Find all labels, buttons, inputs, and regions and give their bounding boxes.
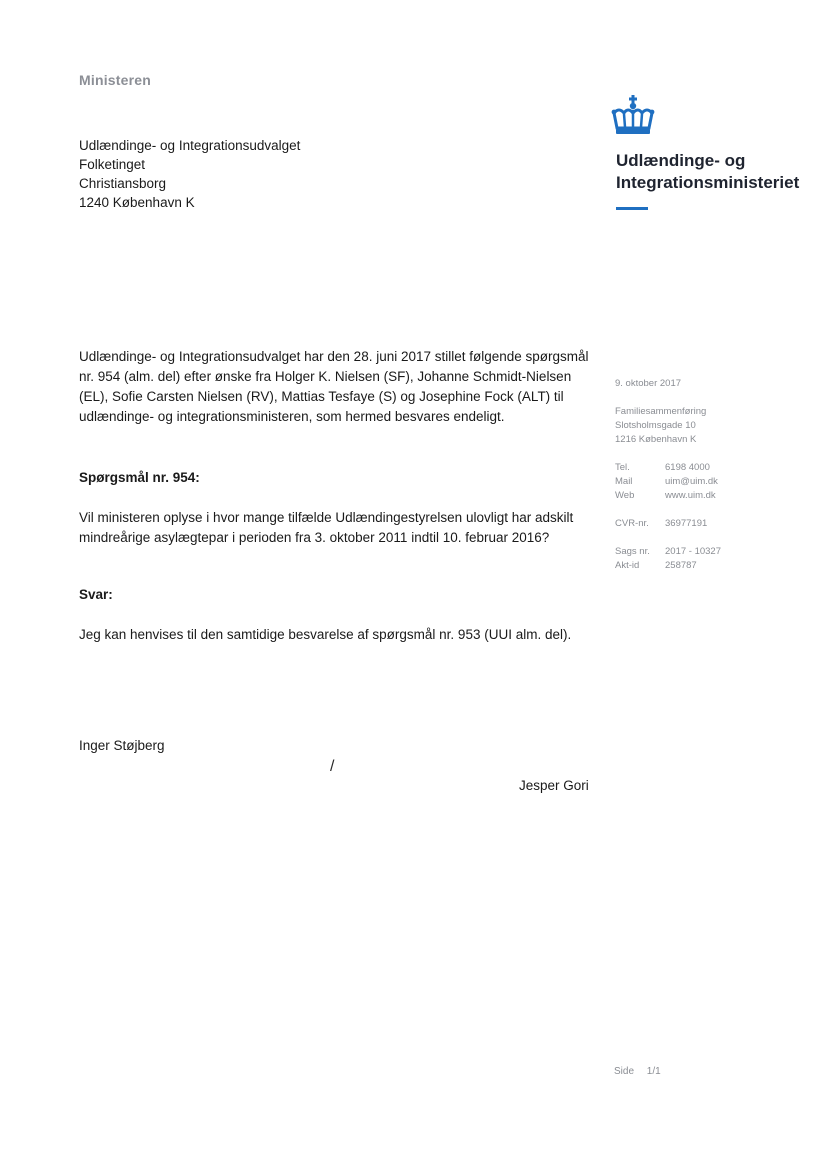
contact-value: 6198 4000 — [665, 462, 710, 473]
cvr-value: 36977191 — [665, 518, 708, 529]
crown-icon — [610, 95, 656, 137]
case-label: Sags nr. — [615, 546, 650, 557]
recipient-line: Christiansborg — [79, 176, 167, 191]
intro-paragraph: Udlændinge- og Integrationsudvalget har den 28. juni 2017 stillet følgende spørgsmål nr. 954 (alm. del) efter ønske fra Holger K. Nielsen (SF), Johanne Schmidt-Nielsen (EL), Sofie Carsten Nielsen (RV), Mattias Tesfaye (S) og Josephine Fock (ALT) til udlændinge- og integrationsministeren, som hermed besvares endeligt. — [79, 349, 589, 424]
case-label: Akt-id — [615, 560, 640, 571]
department-address — [615, 405, 706, 447]
contact-label: Web — [615, 490, 635, 501]
case-value: 2017 - 10327 — [665, 546, 721, 557]
ministry-name — [616, 150, 799, 194]
case-ids — [615, 545, 721, 573]
contact-row-web — [615, 489, 718, 503]
contact-label: Mail — [615, 476, 633, 487]
cvr-number — [615, 517, 707, 531]
ministry-name-line: Udlændinge- og — [616, 151, 746, 170]
answer-text: Jeg kan henvises til den samtidige besvarelse af spørgsmål nr. 953 (UUI alm. del). — [79, 627, 572, 642]
contact-row-phone — [615, 461, 718, 475]
page-indicator — [614, 1066, 661, 1077]
recipient-line: 1240 København K — [79, 195, 195, 210]
ministry-name-line: Integrationsministeriet — [616, 173, 800, 192]
signature-slash: / — [330, 758, 335, 775]
page-number: 1/1 — [646, 1066, 661, 1077]
contact-info — [615, 461, 718, 503]
page-label: Side — [614, 1066, 635, 1077]
recipient-address — [79, 136, 300, 212]
contact-row-mail — [615, 475, 718, 489]
recipient-line: Udlændinge- og Integrationsudvalget — [79, 138, 301, 153]
case-row-sags — [615, 545, 721, 559]
contact-label: Tel. — [615, 462, 630, 473]
cvr-label: CVR-nr. — [615, 518, 649, 529]
department-line: Familiesammenføring — [615, 406, 707, 417]
signature-official: Jesper Gori — [519, 778, 589, 793]
case-value: 258787 — [665, 560, 697, 571]
recipient-line: Folketinget — [79, 157, 146, 172]
department-line: Slotsholmsgade 10 — [615, 420, 696, 431]
ministry-accent-bar — [616, 207, 648, 210]
answer-heading: Svar: — [79, 587, 113, 602]
case-row-akt — [615, 559, 721, 573]
contact-value: uim@uim.dk — [665, 476, 718, 487]
sender-title: Ministeren — [79, 72, 152, 88]
contact-value: www.uim.dk — [665, 490, 716, 501]
question-text: Vil ministeren oplyse i hvor mange tilfælde Udlændingestyrelsen ulovligt har adskilt mindreårige asylægtepar i perioden fra 3. oktober 2011 indtil 10. februar 2016? — [79, 510, 574, 545]
letter-date: 9. oktober 2017 — [615, 378, 682, 389]
department-line: 1216 København K — [615, 434, 697, 445]
question-heading: Spørgsmål nr. 954: — [79, 470, 200, 485]
signature-minister: Inger Støjberg — [79, 738, 165, 753]
